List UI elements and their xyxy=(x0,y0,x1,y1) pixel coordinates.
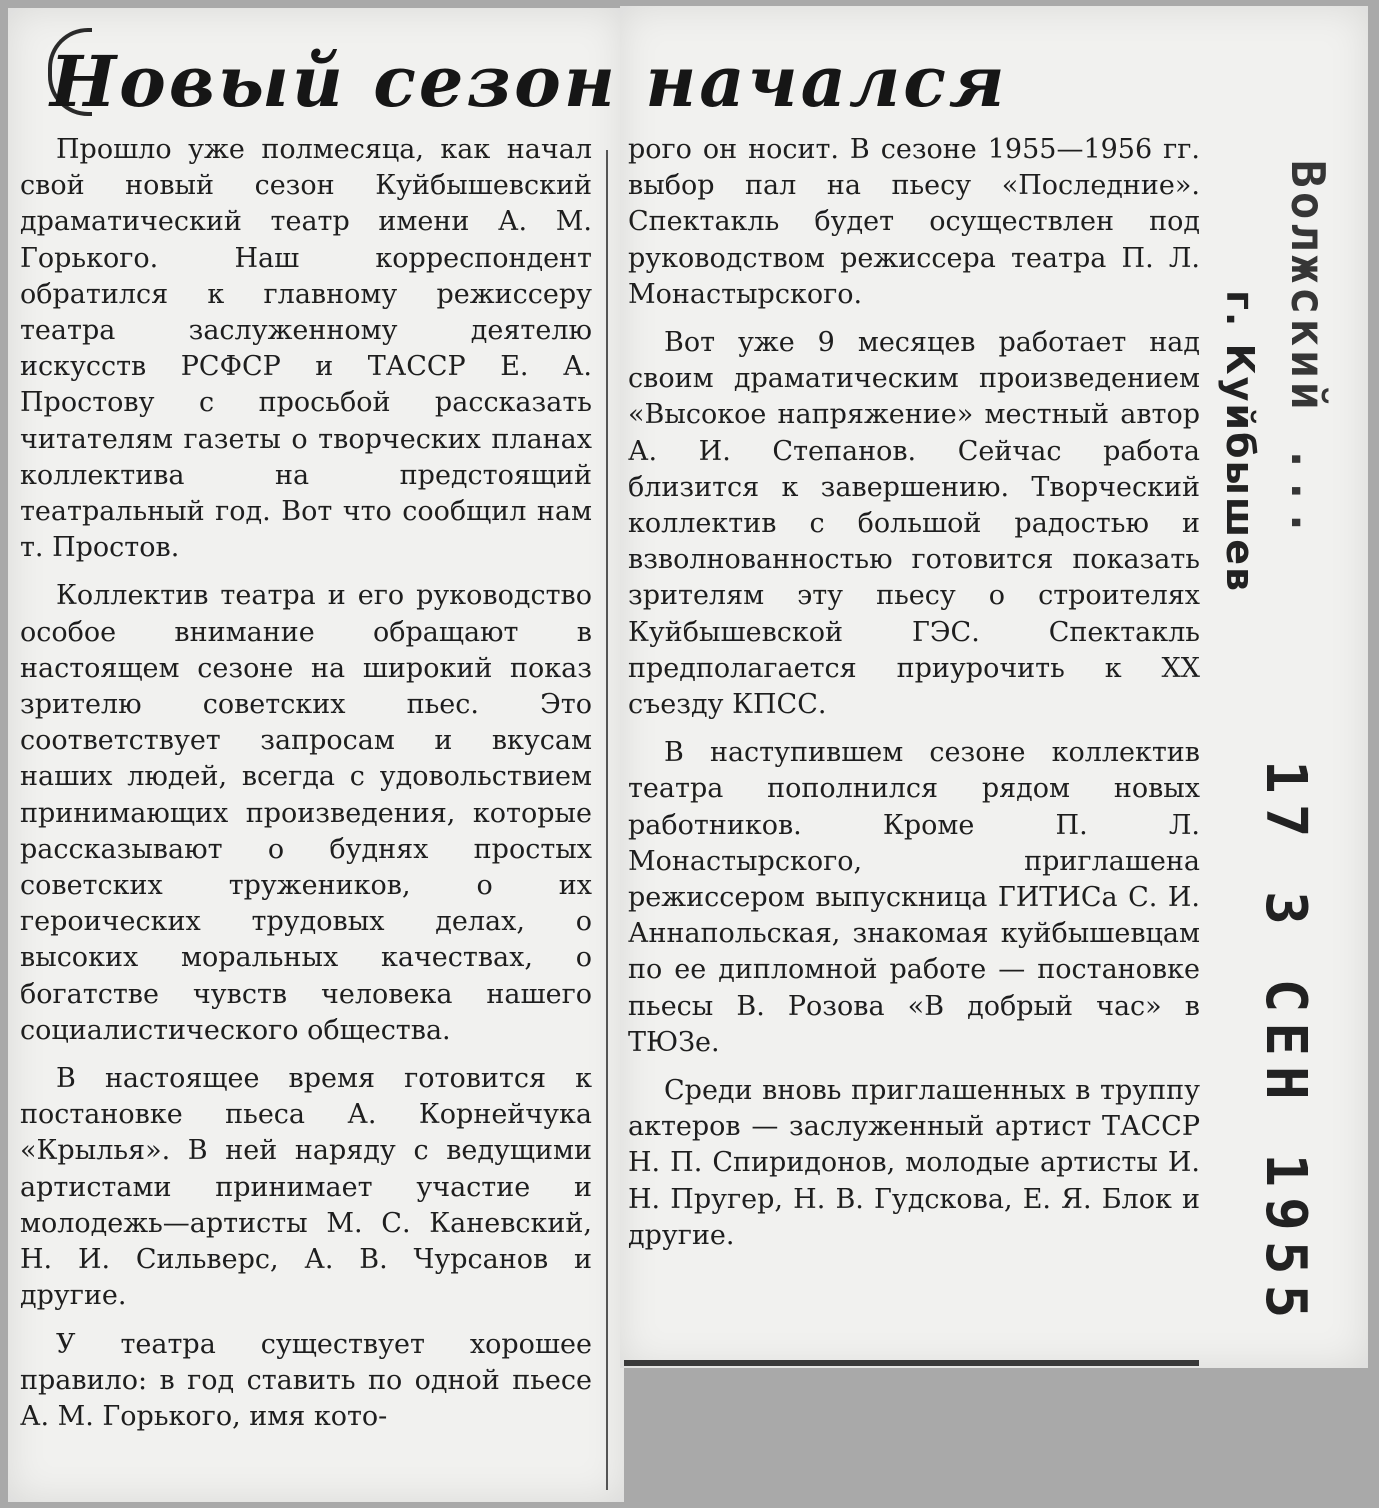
article-column-right xyxy=(628,132,1200,1266)
paragraph-continuation: рого он носит. В сезоне 1955—1956 гг. выбор пал на пьесу «Последние». Спектакль будет осуществлен под руководством режиссера театра П. Л. Монастырского. xyxy=(628,134,1200,310)
column-end-rule xyxy=(624,1360,1199,1366)
paragraph: Среди вновь приглашенных в труппу актеров — заслуженный артист ТАССР Н. П. Спиридонов, молодые артисты И. Н. Пругер, Н. В. Гудскова, Е. Я. Блок и другие. xyxy=(628,1075,1200,1251)
paragraph: В настоящее время готовится к постановке пьеса А. Корнейчука «Крылья». В ней наряду с ведущими артистами принимает участие и молодежь—артисты М. С. Каневский, Н. И. Сильверс, А. В. Чурсанов и другие. xyxy=(20,1063,592,1312)
paragraph: В наступившем сезоне коллектив театра пополнился рядом новых работников. Кроме П. Л. Монастырского, приглашена режиссером выпускница ГИТИСа С. И. Аннапольская, знакомая куйбышевцам по ее дипломной работе — постановке пьесы В. Розова «В добрый час» в ТЮЗе. xyxy=(628,737,1200,1058)
column-divider xyxy=(606,150,608,1490)
paragraph: У театра существует хорошее правило: в год ставить по одной пьесе А. М. Горького, имя кото- xyxy=(20,1328,592,1432)
article-column-left xyxy=(20,132,592,1447)
paragraph: Прошло уже полмесяца, как начал свой новый сезон Куйбышевский драматический театр имени А. М. Горького. Наш корреспондент обратился к главному режиссеру театра заслуженному деятелю искусств РСФСР и ТАССР Е. А. Простову с просьбой рассказать читателям газеты о творческих планах коллектива на предстоящий театральный год. Вот что сообщил нам т. Простов. xyxy=(20,134,592,564)
date-stamp: 17 3 СЕН 1955 xyxy=(1253,760,1318,1329)
paragraph: Коллектив театра и его руководство особое внимание обращают в настоящем сезоне на широкий показ зрителю советских пьес. Это соответствует запросам и вкусам наших людей, всегда с удовольствием принимающих произведения, которые рассказывают о буднях простых советских тружеников, о их героических трудовых делах, о высоких моральных качествах, о богатстве чувств человека нашего социалистического общества. xyxy=(20,580,592,1046)
article-headline: Новый сезон начался xyxy=(50,40,1008,123)
newspaper-name-stamp: Волжский ... xyxy=(1281,160,1335,541)
background-gap xyxy=(624,1368,1379,1508)
paragraph: Вот уже 9 месяцев работает над своим драматическим произведением «Высокое напряжение» местный автор А. И. Степанов. Сейчас работа близится к завершению. Творческий коллектив с большой радостью и взволнованностью готовится показать зрителям эту пьесу о строителях Куйбышевской ГЭС. Спектакль предполагается приурочить к XX съезду КПСС. xyxy=(628,327,1200,721)
city-stamp: г. Куйбышев xyxy=(1218,290,1262,594)
